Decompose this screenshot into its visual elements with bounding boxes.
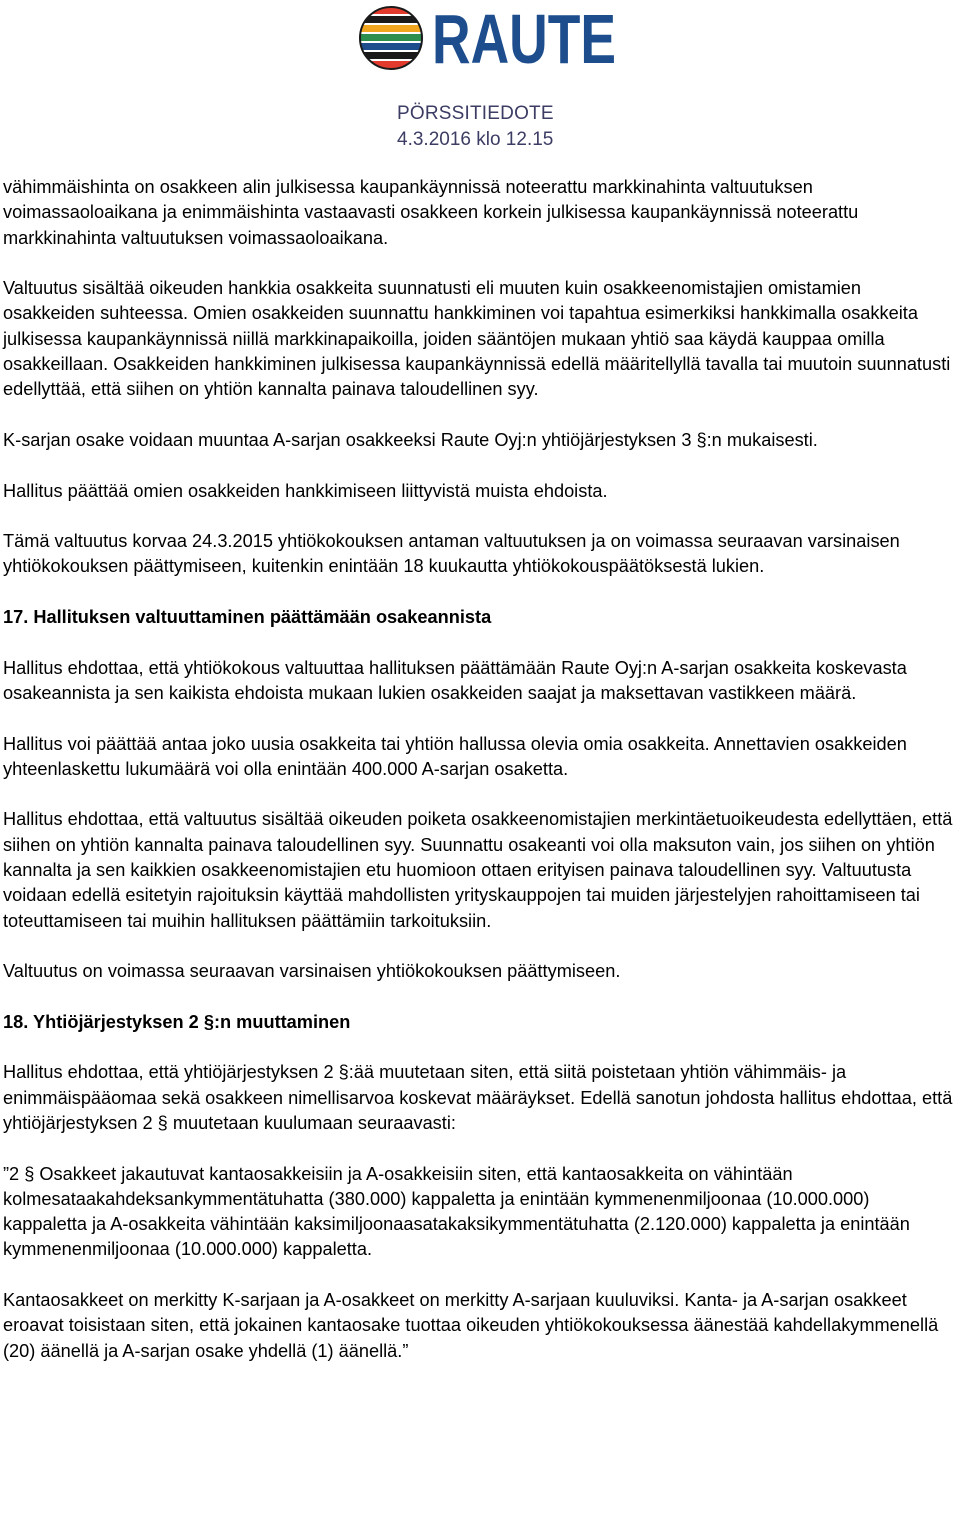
- paragraph: Valtuutus on voimassa seuraavan varsinaisen yhtiökokouksen päättymiseen.: [3, 961, 621, 982]
- document-body: [3, 175, 958, 1389]
- release-date: 4.3.2016 klo 12.15: [397, 129, 554, 150]
- paragraph: Hallitus ehdottaa, että yhtiöjärjestyksen 2 §:ää muutetaan siten, että siitä poistetaan yhtiön vähimmäis- ja enimmäispääomaa sekä osakkeen nimellisarvoa koskevat määräykset. Edellä sanotun johdosta hallitus ehdottaa, että yhtiöjärjestyksen 2 § muutetaan kuulumaan seuraavasti:: [3, 1062, 953, 1133]
- raute-emblem-icon: [358, 5, 424, 71]
- document-type: PÖRSSITIEDOTE: [397, 103, 554, 124]
- raute-wordmark: [430, 0, 620, 78]
- quoted-paragraph: Kantaosakkeet on merkitty K-sarjaan ja A-osakkeet on merkitty A-sarjaan kuuluviksi. Kanta- ja A-sarjan osakkeet eroavat toisistaan siten, että jokainen kantaosake tuottaa oikeuden yhtiökokouksessa äänestää kahdellakymmenellä (20) äänellä ja A-sarjan osake yhdellä (1) äänellä.”: [3, 1290, 939, 1361]
- paragraph: K-sarjan osake voidaan muuntaa A-sarjan osakkeeksi Raute Oyj:n yhtiöjärjestyksen 3 §:n mukaisesti.: [3, 429, 818, 450]
- section-heading-17: 17. Hallituksen valtuuttaminen päättämään osakeannista: [3, 607, 492, 628]
- paragraph: Tämä valtuutus korvaa 24.3.2015 yhtiökokouksen antaman valtuutuksen ja on voimassa seuraavan varsinaisen yhtiökokouksen päättymiseen, kuitenkin enintään 18 kuukautta yhtiökokouspäätöksestä lukien.: [3, 531, 900, 577]
- quoted-paragraph: ”2 § Osakkeet jakautuvat kantaosakkeisiin ja A-osakkeisiin siten, että kantaosakkeita on vähintään kolmesataakahdeksankymmentätuhatta (380.000) kappaletta ja enintään kymmenenmiljoonaa (10.000.000) kappaletta ja A-osakkeita vähintään kaksimiljoonaasatakaksikymmentätuhatta (2.120.000) kappaletta ja enintään kymmenenmiljoonaa (10.000.000) kappaletta.: [3, 1163, 910, 1260]
- paragraph: Valtuutus sisältää oikeuden hankkia osakkeita suunnatusti eli muuten kuin osakkeenomistajien omistamien osakkeiden suhteessa. Omien osakkeiden suunnattu hankkiminen voi tapahtua esimerkiksi hankkimalla osakkeita julkisessa kaupankäynnissä niillä markkinapaikoilla, joiden sääntöjen mukaan yhtiö saa käydä kauppaa omilla osakkeillaan. Osakkeiden hankkiminen julkisessa kaupankäynnissä edellä määritellyllä tavalla tai muutoin suunnatusti edellyttää, että siihen on yhtiön kannalta painava taloudellinen syy.: [3, 278, 951, 400]
- raute-logo: [358, 0, 618, 78]
- paragraph: Hallitus voi päättää antaa joko uusia osakkeita tai yhtiön hallussa olevia omia osakkeita. Annettavien osakkeiden yhteenlaskettu lukumäärä voi olla enintään 400.000 A-sarjan osaketta.: [3, 733, 907, 779]
- section-heading-18: 18. Yhtiöjärjestyksen 2 §:n muuttaminen: [3, 1011, 351, 1032]
- document-header: [0, 0, 960, 160]
- logo-text: RAUTE: [432, 0, 616, 78]
- paragraph: Hallitus päättää omien osakkeiden hankkimiseen liittyvistä muista ehdoista.: [3, 480, 608, 501]
- paragraph: Hallitus ehdottaa, että valtuutus sisältää oikeuden poiketa osakkeenomistajien merkintäetuoikeudesta edellyttäen, että siihen on yhtiön kannalta painava taloudellinen syy. Suunnattu osakeanti voi olla maksuton vain, jos siihen on yhtiön kannalta ja sen kaikkien osakkeenomistajien etu huomioon ottaen erityisen painava taloudellinen syy. Valtuutusta voidaan edellä esitetyin rajoituksin käyttää mahdollisten yrityskauppojen tai muiden järjestelyjen rahoittamiseen tai toteuttamiseen tai muihin hallituksen päättämiin tarkoituksiin.: [3, 809, 953, 931]
- paragraph: Hallitus ehdottaa, että yhtiökokous valtuuttaa hallituksen päättämään Raute Oyj:n A-sarjan osakkeita koskevasta osakeannista ja sen kaikista ehdoista mukaan lukien osakkeiden saajat ja maksettavan vastikkeen määrä.: [3, 657, 907, 703]
- paragraph: vähimmäishinta on osakkeen alin julkisessa kaupankäynnissä noteerattu markkinahinta valtuutuksen voimassaoloaikana ja enimmäishinta vastaavasti osakkeen korkein julkisessa kaupankäynnissä noteerattu markkinahinta valtuutuksen voimassaoloaikana.: [3, 177, 859, 248]
